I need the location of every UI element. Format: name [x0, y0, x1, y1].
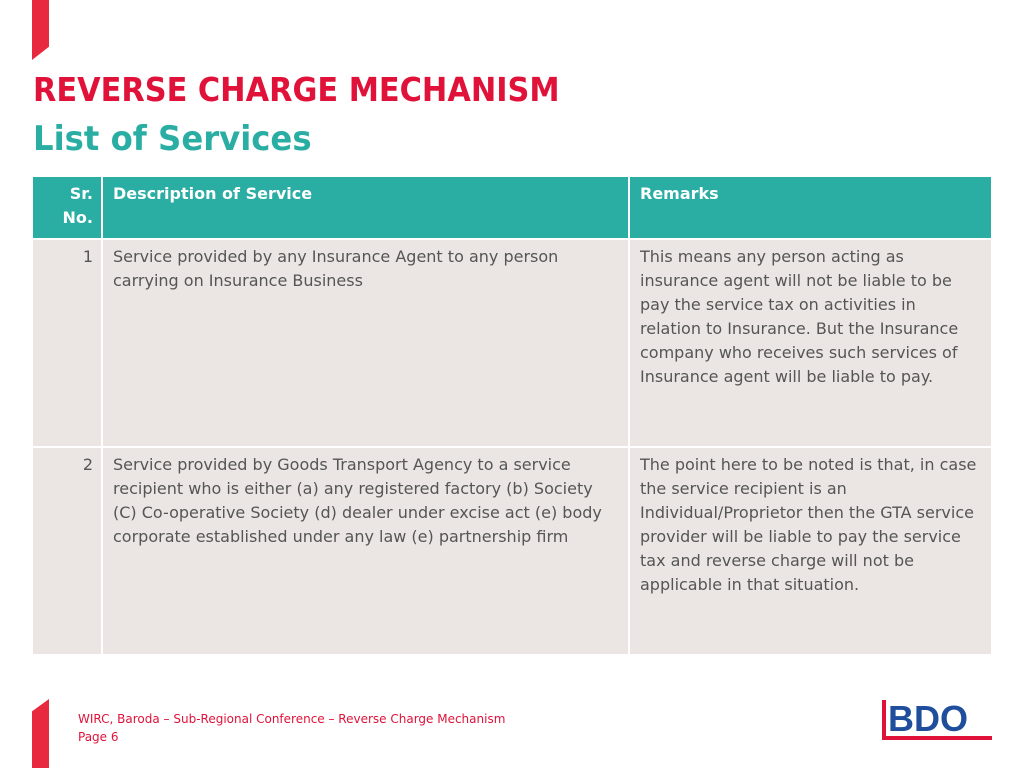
- bdo-logo-text: BDO: [888, 698, 968, 739]
- page-number: Page 6: [78, 730, 119, 744]
- page-subtitle: List of Services: [33, 119, 312, 159]
- page-title: REVERSE CHARGE MECHANISM: [33, 70, 560, 109]
- table-row: [33, 447, 991, 655]
- cell-remarks: The point here to be noted is that, in case the service recipient is an Individual/Proprietor then the GTA service provider will be liable to pay the service tax and reverse charge will not be applicable in that situation.: [629, 447, 991, 655]
- table-header-row: [33, 177, 991, 239]
- header-remarks: Remarks: [629, 177, 991, 239]
- table-row: [33, 239, 991, 447]
- header-sr-no: Sr. No.: [33, 177, 102, 239]
- services-table: [33, 177, 991, 656]
- cell-description: Service provided by any Insurance Agent to any person carrying on Insurance Business: [102, 239, 629, 447]
- cell-description: Service provided by Goods Transport Agency to a service recipient who is either (a) any registered factory (b) Society (C) Co-operative Society (d) dealer under excise act (e) body corporate established under any law (e) partnership firm: [102, 447, 629, 655]
- header-description: Description of Service: [102, 177, 629, 239]
- cell-sr-no: 1: [33, 239, 102, 447]
- accent-bar-top: [32, 0, 49, 60]
- footer: [78, 710, 505, 746]
- cell-sr-no: 2: [33, 447, 102, 655]
- bdo-logo: [879, 697, 995, 743]
- footer-conference-text: WIRC, Baroda – Sub-Regional Conference – Reverse Charge Mechanism: [78, 712, 506, 726]
- accent-bar-bottom: [32, 699, 49, 768]
- cell-remarks: This means any person acting as insurance agent will not be liable to be pay the service tax on activities in relation to Insurance. But the Insurance company who receives such services of Insurance agent will be liable to pay.: [629, 239, 991, 447]
